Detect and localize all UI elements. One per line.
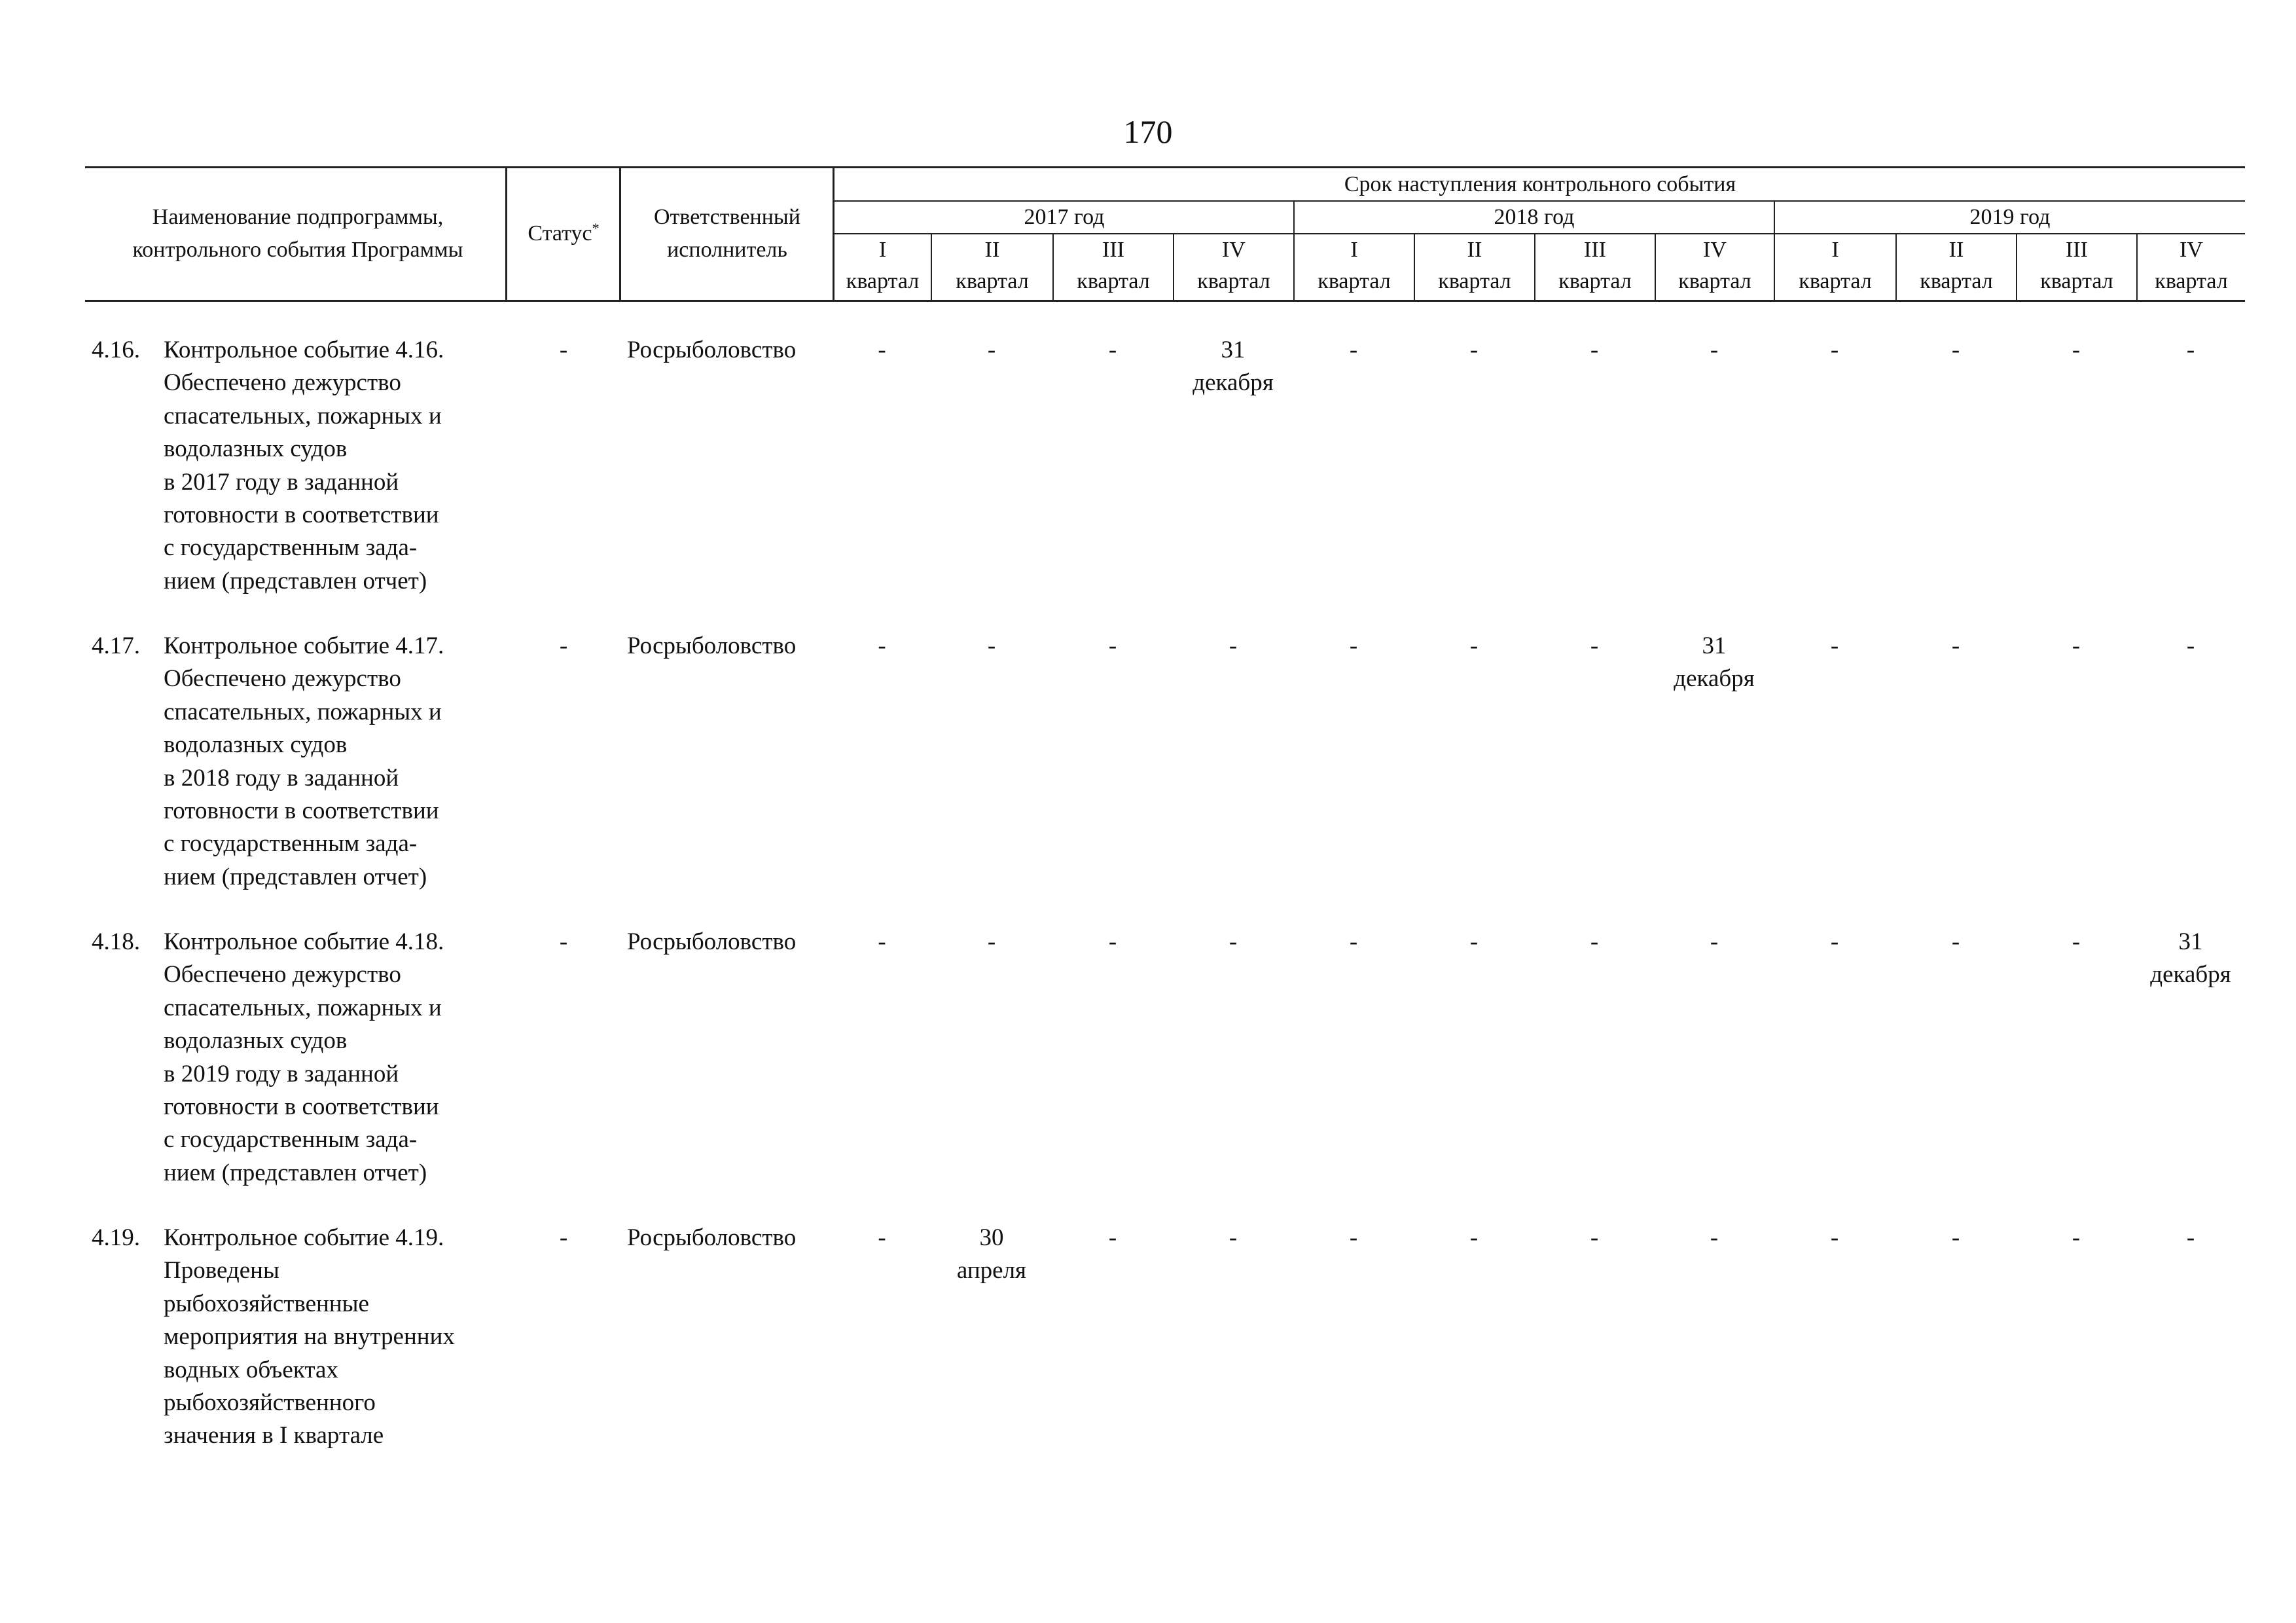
quarter-value-main: - <box>1349 1224 1358 1251</box>
quarter-value <box>931 1222 1052 1287</box>
header-year-2019: 2019 год <box>1969 205 2051 229</box>
quarter-value-main: - <box>2072 1224 2081 1251</box>
quarter-value <box>931 334 1052 367</box>
event-executor: Росрыболовство <box>627 632 797 659</box>
quarter-value <box>1895 630 2016 663</box>
quarter-header <box>1897 234 2016 297</box>
quarter-value-main: - <box>1590 928 1599 955</box>
event-name-line: Обеспечено дежурство <box>164 665 401 693</box>
quarter-value <box>1414 334 1534 367</box>
header-year-2017: 2017 год <box>1024 205 1105 229</box>
quarter-value <box>2136 1222 2245 1254</box>
quarter-value-main: - <box>1229 632 1238 659</box>
quarter-value <box>1414 926 1534 958</box>
quarter-word: квартал <box>1920 269 1993 293</box>
quarter-word: квартал <box>1438 269 1511 293</box>
quarter-value <box>1173 630 1293 663</box>
event-status: - <box>559 632 568 659</box>
quarter-value-main: - <box>987 337 996 363</box>
quarter-value <box>2016 1222 2136 1254</box>
quarter-value-main: - <box>1951 632 1960 659</box>
quarter-value <box>2016 926 2136 958</box>
event-name-line: с государственным зада- <box>164 1126 418 1154</box>
quarter-value-main: - <box>878 337 886 363</box>
quarter-value-main: - <box>987 632 996 659</box>
quarter-value-month: декабря <box>1193 369 1274 396</box>
quarter-value <box>1534 334 1655 367</box>
quarter-numeral: II <box>1948 238 1964 262</box>
event-name-line: спасательных, пожарных и <box>164 994 442 1021</box>
quarter-value <box>931 630 1052 663</box>
quarter-numeral: IV <box>1703 238 1727 262</box>
event-number: 4.17. <box>92 632 140 659</box>
quarter-value <box>833 630 931 663</box>
quarter-value <box>1052 926 1173 958</box>
quarter-value-main: - <box>1590 337 1599 363</box>
quarter-value-main: - <box>2072 928 2081 955</box>
quarter-value-main: 31 <box>1702 632 1727 659</box>
event-executor: Росрыболовство <box>627 337 797 363</box>
event-status: - <box>559 1224 568 1251</box>
quarter-word: квартал <box>2040 269 2113 293</box>
event-name-line: готовности в соответствии <box>164 797 439 825</box>
event-name-line: нием (представлен отчет) <box>164 863 427 890</box>
quarter-value-month: апреля <box>956 1257 1027 1284</box>
quarter-value <box>1534 630 1655 663</box>
event-name-line: Контрольное событие 4.19. <box>164 1224 444 1251</box>
quarter-value <box>2016 630 2136 663</box>
quarter-header <box>1415 234 1534 297</box>
event-name-line: Контрольное событие 4.17. <box>164 632 444 659</box>
quarter-value <box>1173 1222 1293 1254</box>
quarter-value <box>1895 1222 2016 1254</box>
quarter-value-main: - <box>1469 1224 1479 1251</box>
quarter-value-month: декабря <box>1674 665 1755 692</box>
quarter-value-main: - <box>1469 928 1479 955</box>
quarter-value-main: - <box>2072 632 2081 659</box>
event-name-line: с государственным зада- <box>164 830 418 858</box>
quarter-value <box>1534 926 1655 958</box>
event-name-line: нием (представлен отчет) <box>164 567 427 594</box>
quarter-numeral: I <box>878 238 887 262</box>
quarter-numeral: IV <box>1222 238 1246 262</box>
quarter-value-main: - <box>1349 632 1358 659</box>
header-status-label: Статус <box>528 221 592 246</box>
quarter-word: квартал <box>956 269 1029 293</box>
event-name-line: Проведены <box>164 1257 279 1285</box>
quarter-header <box>2017 234 2136 297</box>
quarter-value <box>1293 1222 1414 1254</box>
event-name-line: значения в I квартале <box>164 1422 384 1450</box>
quarter-header <box>1656 234 1774 297</box>
quarter-header <box>932 234 1052 297</box>
quarter-value-main: - <box>1710 928 1719 955</box>
quarter-numeral: II <box>984 238 1000 262</box>
event-name-line: Обеспечено дежурство <box>164 369 401 397</box>
quarter-value <box>1052 334 1173 367</box>
quarter-value <box>1655 630 1774 695</box>
quarter-value-main: - <box>1830 1224 1839 1251</box>
quarter-value-main: - <box>987 928 996 955</box>
quarter-value-main: - <box>1469 337 1479 363</box>
quarter-value-main: - <box>1590 1224 1599 1251</box>
event-name-line: в 2017 году в заданной <box>164 468 399 496</box>
event-executor: Росрыболовство <box>627 928 797 955</box>
quarter-value-main: - <box>1469 632 1479 659</box>
quarter-header <box>1295 234 1414 297</box>
event-number: 4.19. <box>92 1224 140 1251</box>
event-name-line: рыбохозяйственного <box>164 1389 376 1417</box>
event-name-line: в 2019 году в заданной <box>164 1060 399 1087</box>
quarter-numeral: III <box>2066 238 2088 262</box>
quarter-numeral: III <box>1102 238 1124 262</box>
quarter-value-main: - <box>1951 337 1960 363</box>
quarter-value <box>1534 1222 1655 1254</box>
quarter-value-main: - <box>1108 1224 1117 1251</box>
quarter-header <box>2138 234 2245 297</box>
quarter-value <box>2136 334 2245 367</box>
quarter-value <box>1414 1222 1534 1254</box>
quarter-word: квартал <box>1799 269 1872 293</box>
quarter-value-main: - <box>1830 632 1839 659</box>
page-number: 170 <box>1123 113 1173 150</box>
quarter-value <box>1173 334 1293 399</box>
event-name <box>164 926 444 1190</box>
event-name-line: нием (представлен отчет) <box>164 1159 427 1186</box>
event-status: - <box>559 928 568 955</box>
quarter-header <box>1054 234 1173 297</box>
quarter-header <box>1775 234 1895 297</box>
quarter-value-main: 31 <box>2178 928 2203 955</box>
quarter-value <box>833 926 931 958</box>
quarter-value-main: - <box>2186 337 2195 363</box>
quarter-word: квартал <box>1077 269 1150 293</box>
quarter-value-main: - <box>878 928 886 955</box>
quarter-value-main: - <box>1229 1224 1238 1251</box>
event-number: 4.18. <box>92 928 140 955</box>
quarter-value <box>1774 1222 1895 1254</box>
quarter-value-main: - <box>1710 337 1719 363</box>
quarter-value <box>1655 1222 1774 1254</box>
quarter-value <box>1293 926 1414 958</box>
header-status-column <box>508 172 619 296</box>
quarter-value <box>833 334 931 367</box>
quarter-value <box>1774 334 1895 367</box>
quarter-value <box>1173 926 1293 958</box>
event-name-line: с государственным зада- <box>164 534 418 562</box>
quarter-value-main: - <box>1108 632 1117 659</box>
quarter-value <box>1655 334 1774 367</box>
quarter-value-main: - <box>1830 928 1839 955</box>
event-name <box>164 630 444 894</box>
quarter-value-main: - <box>1951 928 1960 955</box>
quarter-header <box>1174 234 1293 297</box>
status-footnote-mark: * <box>592 220 600 236</box>
event-name-line: Контрольное событие 4.18. <box>164 928 444 955</box>
event-status: - <box>559 337 568 363</box>
quarter-value-main: - <box>1830 337 1839 363</box>
quarter-value-main: - <box>878 1224 886 1251</box>
quarter-value-month: декабря <box>2150 961 2231 988</box>
quarter-value-main: - <box>2186 1224 2195 1251</box>
quarter-value <box>1774 926 1895 958</box>
quarter-word: квартал <box>846 269 920 293</box>
quarter-numeral: II <box>1467 238 1482 262</box>
quarter-value-main: - <box>2186 632 2195 659</box>
event-name-line: Обеспечено дежурство <box>164 961 401 989</box>
header-top-rule <box>85 166 2245 168</box>
quarter-header <box>834 234 931 297</box>
event-name-line: рыбохозяйственные <box>164 1290 369 1317</box>
event-name-line: в 2018 году в заданной <box>164 764 399 792</box>
event-name-line: водолазных судов <box>164 435 348 463</box>
quarter-value-main: - <box>1229 928 1238 955</box>
quarter-value-main: - <box>1108 337 1117 363</box>
quarter-value-main: - <box>2072 337 2081 363</box>
quarter-value <box>1895 334 2016 367</box>
event-name-line: водолазных судов <box>164 731 348 759</box>
quarter-word: квартал <box>1197 269 1270 293</box>
header-name-column: Наименование подпрограммы, контрольного события Программы <box>132 205 463 262</box>
quarter-value <box>833 1222 931 1254</box>
quarter-value-main: - <box>1349 337 1358 363</box>
quarter-numeral: III <box>1584 238 1606 262</box>
event-name-line: готовности в соответствии <box>164 501 439 529</box>
quarter-value <box>2136 630 2245 663</box>
quarter-value <box>1895 926 2016 958</box>
quarter-value-main: - <box>1590 632 1599 659</box>
quarter-value <box>1293 334 1414 367</box>
event-name-line: Контрольное событие 4.16. <box>164 337 444 363</box>
quarter-header <box>1535 234 1655 297</box>
quarter-value-main: - <box>1108 928 1117 955</box>
quarter-value <box>1293 630 1414 663</box>
header-executor-column: Ответственный исполнитель <box>654 205 800 262</box>
quarter-value <box>1052 630 1173 663</box>
quarter-word: квартал <box>2155 269 2228 293</box>
event-name-line: водолазных судов <box>164 1027 348 1055</box>
col-divider-status <box>619 166 621 301</box>
quarter-word: квартал <box>1558 269 1632 293</box>
event-executor: Росрыболовство <box>627 1224 797 1251</box>
event-name-line: спасательных, пожарных и <box>164 698 442 725</box>
quarter-value <box>1414 630 1534 663</box>
quarter-value-main: 31 <box>1221 337 1246 363</box>
event-name <box>164 1222 455 1453</box>
quarter-value-main: 30 <box>979 1224 1004 1251</box>
quarter-value <box>931 926 1052 958</box>
quarter-numeral: I <box>1350 238 1358 262</box>
quarter-value <box>1774 630 1895 663</box>
quarter-value-main: - <box>1710 1224 1719 1251</box>
event-name-line: водных объектах <box>164 1356 338 1383</box>
quarter-numeral: I <box>1831 238 1839 262</box>
event-number: 4.16. <box>92 337 140 363</box>
quarter-value-main: - <box>1349 928 1358 955</box>
event-name <box>164 334 444 598</box>
quarter-word: квартал <box>1318 269 1391 293</box>
col-divider-name <box>505 166 507 301</box>
quarter-value <box>2136 926 2245 991</box>
event-name-line: мероприятия на внутренних <box>164 1323 455 1351</box>
quarter-value-main: - <box>1951 1224 1960 1251</box>
quarter-value <box>1655 926 1774 958</box>
header-year-2018: 2018 год <box>1494 205 1575 229</box>
quarter-value <box>2016 334 2136 367</box>
quarter-value-main: - <box>878 632 886 659</box>
event-name-line: спасательных, пожарных и <box>164 402 442 429</box>
header-bottom-rule <box>85 300 2245 302</box>
event-name-line: готовности в соответствии <box>164 1093 439 1121</box>
quarter-numeral: IV <box>2179 238 2203 262</box>
quarter-value <box>1052 1222 1173 1254</box>
quarter-word: квартал <box>1678 269 1751 293</box>
header-deadline-group: Срок наступления контрольного события <box>1344 172 1736 196</box>
